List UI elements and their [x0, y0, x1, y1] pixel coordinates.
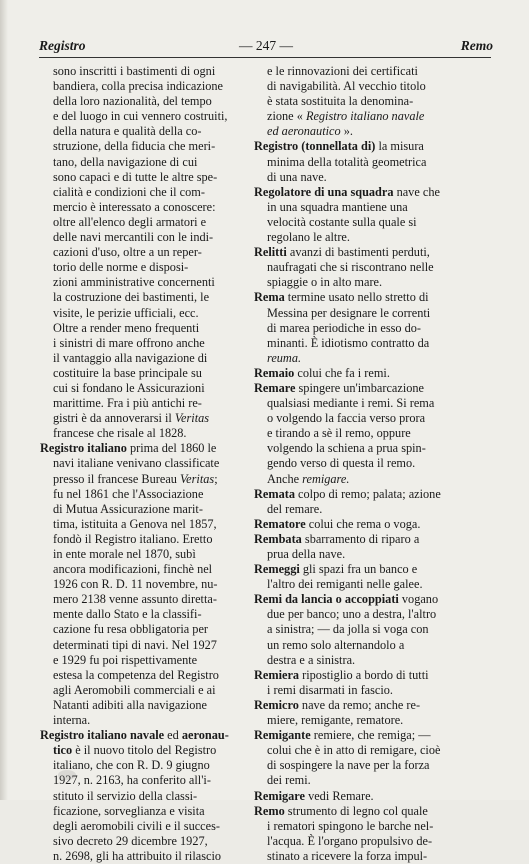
text-line: l'altro dei remiganti nelle galee. [267, 577, 423, 592]
text-line: i rematori spingono le barche nel- [267, 818, 434, 833]
entry-first-line [254, 668, 453, 683]
text-line: zione « Registro italiano navale [267, 109, 425, 124]
text-line: struzione, della fiducia che meri- [53, 139, 216, 154]
text-line: tano, della navigazione di cui [53, 154, 198, 169]
entry-headword: Remicro [254, 697, 299, 712]
text-line: stinato a ricevere la forza impul- [267, 848, 428, 863]
text-line: della loro nazionalità, del tempo [53, 94, 212, 109]
text-line: delle navi mercantili con le indi- [53, 230, 214, 245]
text-line: fu nel 1861 che l'Associazione [53, 486, 204, 501]
text-line: visite, le perizie ufficiali, ecc. [53, 305, 199, 320]
text-line: cialità e condizioni che il com- [53, 184, 205, 199]
header-guide-word-left: Registro [39, 38, 86, 53]
text-line: velocità costante sulla quale si [267, 214, 417, 229]
entry-headword: Remigante [254, 728, 311, 743]
entry-first-line [254, 789, 453, 804]
text-line: bandiera, colla precisa indicazione [53, 79, 224, 94]
dictionary-entry [254, 185, 453, 245]
entry-first-line-text: colui che rema o voga. [305, 516, 421, 531]
entry-first-line [254, 139, 453, 154]
text-line: della natura e qualità della co- [53, 124, 202, 139]
entry-first-line-text: sbarramento di riparo a [301, 531, 420, 546]
header-guide-word-right: Remo [460, 38, 493, 53]
text-line: di una nave. [267, 169, 327, 184]
dictionary-entry [254, 728, 453, 788]
dictionary-entry [40, 441, 239, 728]
text-line: gistri è da annoverarsi il Veritas [53, 411, 210, 426]
text-line: minanti. È idiotismo contratto da [267, 335, 430, 350]
text-line: degli aeromobili civili e il succes- [53, 818, 220, 833]
text-line: colui che è in atto di remigare, cioè [267, 743, 441, 758]
dictionary-entry [254, 139, 453, 184]
entry-first-line [254, 804, 453, 819]
entry-headword: Rematore [254, 516, 306, 531]
text-line: sivo decreto 29 dicembre 1927, [53, 833, 208, 848]
text-line: tico è il nuovo titolo del Registro [53, 743, 217, 758]
entry-first-line-text: termine usato nello stretto di [284, 290, 429, 305]
text-line: e le rinnovazioni dei certificati [267, 64, 418, 78]
entry-headword: Registro (tonnellata di) [254, 139, 376, 154]
entry-headword: Regolatore di una squadra [254, 184, 394, 199]
text-column-left [40, 64, 239, 864]
dictionary-entry [254, 517, 453, 532]
text-line: in ente morale nel 1870, subì [53, 547, 196, 561]
text-line: del remare. [267, 501, 323, 516]
text-line: in una squadra mantiene una [267, 199, 408, 214]
entry-first-line-text: strumento di legno col quale [284, 803, 428, 818]
text-line: il vantaggio alla navigazione di [53, 350, 208, 365]
text-line: costituire la base principale su [53, 365, 202, 380]
entry-headword: Remaio [254, 365, 295, 380]
entry-headword: Remi da lancia o accoppiati [254, 592, 399, 607]
text-line: ficazione, sorveglianza e visita [53, 803, 205, 818]
text-line: dei remi. [267, 773, 311, 788]
entry-first-line [40, 441, 239, 456]
entry-first-line [254, 532, 453, 547]
text-line: tima, istituita a Genova nel 1857, [53, 516, 217, 531]
running-header [39, 38, 493, 56]
text-line: sono capaci e di tutte le altre spe- [53, 169, 218, 184]
entry-headword-continued: aeronau- [178, 728, 229, 743]
text-line: 1927, n. 2163, ha conferito all'i- [53, 773, 211, 788]
text-line: i sinistri di mare offrono anche [53, 335, 205, 350]
text-line: estesa la competenza del Registro [53, 667, 219, 682]
text-line: sono inscritti i bastimenti di ogni [53, 64, 216, 78]
text-line: agli Aeromobili commerciali e ai [53, 682, 216, 697]
entry-first-line [254, 728, 453, 743]
dictionary-entry [254, 381, 453, 487]
entry-headword: Rembata [254, 531, 302, 546]
text-line: i remi disarmati in fascio. [267, 682, 394, 697]
text-line: di sospingere la nave per la forza [267, 758, 430, 773]
dictionary-entry [40, 728, 239, 864]
entry-headword: Remigare [254, 788, 305, 803]
text-line: ancora modificazioni, finchè nel [53, 562, 213, 577]
text-line: destra e a sinistra. [267, 652, 356, 667]
text-line: fondò il Registro italiano. Eretto [53, 531, 213, 546]
entry-headword: Remata [254, 486, 295, 501]
text-line: di navigabilità. Al vecchio titolo [267, 79, 426, 94]
entry-headword: Remeggi [254, 562, 300, 577]
text-line: cui si fondano le Assicurazioni [53, 380, 205, 395]
text-line: n. 2698, gli ha attribuito il rilascio [53, 848, 222, 863]
dictionary-entry [254, 487, 453, 517]
text-line: la costruzione dei bastimenti, le [53, 290, 210, 305]
text-line: e del luogo in cui vennero costruiti, [53, 109, 228, 124]
text-line: mero 2138 venne assunto diretta- [53, 592, 217, 607]
text-line: due per banco; uno a destra, l'altro [267, 607, 437, 622]
text-line: determinati tipi di navi. Nel 1927 [53, 637, 217, 652]
text-line: Anche remigare. [267, 471, 350, 486]
text-line: spiaggie o in alto mare. [267, 275, 383, 290]
entry-first-line-text: gli spazi fra un banco e [299, 562, 418, 577]
text-line: presso il francese Bureau Veritas; [53, 471, 218, 486]
dictionary-entry [254, 789, 453, 804]
text-line: ed aeronautico ». [267, 124, 353, 139]
text-line: stituto il servizio della classi- [53, 788, 198, 803]
dictionary-entry [254, 804, 453, 864]
text-line: francese che risale al 1828. [53, 426, 187, 441]
entry-first-line [254, 245, 453, 260]
entry-first-line [254, 487, 453, 502]
dictionary-entry [254, 366, 453, 381]
entry-first-line [254, 592, 453, 607]
text-line: volgendo la schiena a prua spin- [267, 441, 426, 456]
text-line: navi italiane venivano classificate [53, 456, 220, 471]
entry-first-line-text: vogano [398, 592, 439, 607]
text-line: Natanti adibiti alla navigazione [53, 697, 207, 712]
text-line: marittime. Fra i più antichi re- [53, 396, 202, 411]
dictionary-entry [254, 245, 453, 290]
entry-first-line-text: remiere, che remiga; — [310, 728, 431, 743]
text-line: 1926 con R. D. 11 novembre, nu- [53, 577, 218, 592]
header-rule [39, 57, 491, 58]
text-line: prua della nave. [267, 547, 346, 561]
text-column-right [254, 64, 453, 864]
text-line: interna. [53, 713, 91, 728]
text-line: di Mutua Assicurazione marit- [53, 501, 203, 516]
text-line: a sinistra; — da jolla si voga con [267, 622, 429, 637]
entry-first-line [254, 366, 453, 381]
entry-first-line-text: colpo di remo; palata; azione [294, 486, 441, 501]
text-line: reuma. [267, 350, 302, 365]
entry-headword: Rema [254, 290, 285, 305]
text-line: miere, remigante, rematore. [267, 713, 404, 728]
entry-first-line-text: colui che fa i remi. [294, 365, 390, 380]
entry-first-line [254, 185, 453, 200]
entry-first-line-text: ed [164, 728, 179, 743]
text-line: naufragati che si riscontrano nelle [267, 260, 434, 275]
text-line: oltre all'elenco degli armatori e [53, 214, 207, 229]
text-line: mercio è interessato a conoscere: [53, 199, 216, 214]
entry-first-line-text: spingere un'imbarcazione [295, 380, 424, 395]
entry-first-line-text: nave che [393, 184, 440, 199]
text-line: mente dallo Stato e la classifi- [53, 607, 202, 622]
entry-headword: Remare [254, 380, 296, 395]
page-binding-shadow [0, 0, 8, 800]
text-line: di marea periodiche in esso do- [267, 320, 421, 335]
continued-text [254, 64, 453, 139]
entry-headword: Remo [254, 803, 285, 818]
entry-first-line [40, 728, 239, 743]
dictionary-entry [254, 592, 453, 667]
text-line: torio delle norme e disposi- [53, 260, 189, 275]
dictionary-entry [254, 532, 453, 562]
dictionary-entry [254, 668, 453, 698]
dictionary-entry [254, 698, 453, 728]
entry-headword: Registro italiano [40, 441, 127, 456]
entry-first-line-text: ripostiglio a bordo di tutti [299, 667, 429, 682]
continued-text [40, 64, 239, 441]
text-line: minima della totalità geometrica [267, 154, 427, 169]
text-line: Messina per designare le correnti [267, 305, 431, 320]
entry-first-line-text: avanzi di bastimenti perduti, [286, 245, 430, 260]
entry-first-line [254, 290, 453, 305]
entry-headword: Relitti [254, 245, 287, 260]
page-number: — 247 — [239, 38, 293, 53]
entry-first-line-text: la misura [375, 139, 424, 154]
text-line: qualsiasi mediante i remi. Si rema [267, 396, 435, 411]
page-smudge [58, 770, 76, 780]
dictionary-entry [254, 562, 453, 592]
entry-first-line-text: prima del 1860 le [126, 441, 217, 456]
entry-first-line [254, 562, 453, 577]
text-line: Oltre a render meno frequenti [53, 320, 200, 335]
text-line: o volgendo la faccia verso prora [267, 411, 426, 426]
entry-headword: Registro italiano navale [40, 728, 165, 743]
text-line: l'acqua. È l'organo propulsivo de- [267, 833, 433, 848]
text-line: un remo solo alternandolo a [267, 637, 405, 652]
text-line: regolano le altre. [267, 230, 350, 245]
text-line: cazione fu resa obbligatoria per [53, 622, 209, 637]
text-line: è stata sostituita la denomina- [267, 94, 414, 109]
text-line: cazioni d'uso, oltre a un reper- [53, 245, 202, 260]
entry-first-line-text: vedi Remare. [305, 788, 374, 803]
text-line: italiano, che con R. D. 9 giugno [53, 758, 210, 773]
entry-first-line [254, 517, 453, 532]
text-line: zioni amministrative concernenti [53, 275, 215, 290]
entry-first-line-text: nave da remo; anche re- [298, 697, 421, 712]
text-line: e tirando a sè il remo, oppure [267, 426, 411, 441]
entry-headword: Remiera [254, 667, 300, 682]
entry-first-line [254, 381, 453, 396]
text-line: e 1929 fu poi rispettivamente [53, 652, 198, 667]
entry-first-line [254, 698, 453, 713]
text-line: gendo verso di questa il remo. [267, 456, 416, 471]
dictionary-entry [254, 290, 453, 365]
